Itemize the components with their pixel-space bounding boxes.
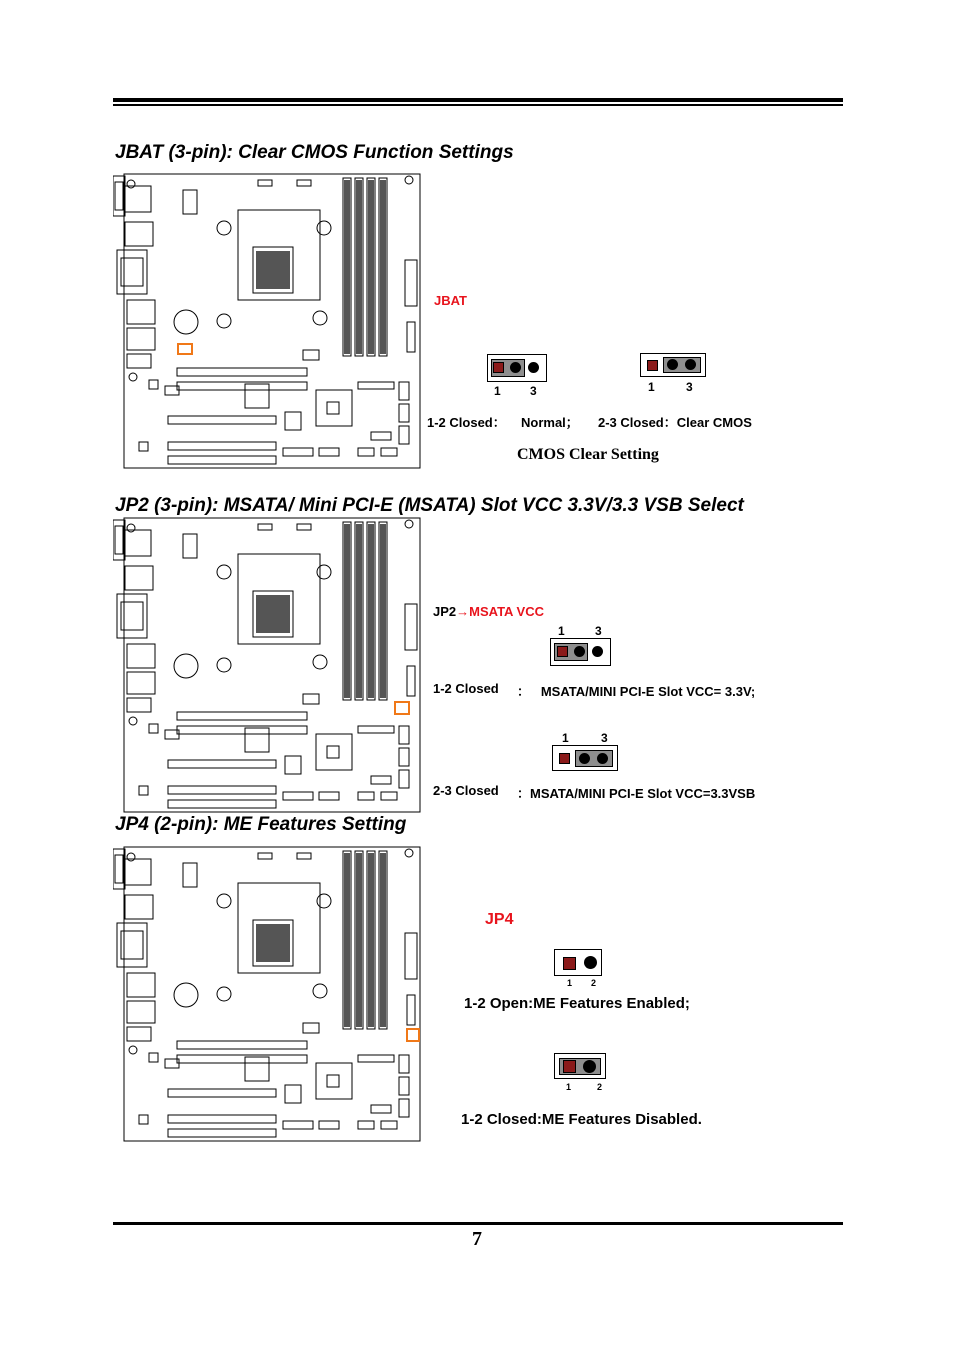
- jp4-setting2: 1-2 Closed:ME Features Disabled.: [461, 1111, 702, 1128]
- jp2-setting1-value: ： MSATA/MINI PCI-E Slot VCC= 3.3V;: [517, 684, 756, 699]
- jbat-callout: JBAT: [434, 293, 467, 308]
- pin1-square: [563, 957, 576, 970]
- jbat-pin1-label: 1: [494, 384, 501, 398]
- jbat-setting1: 1-2 Closed：: [427, 415, 506, 430]
- jp2-setting2-value: ：MSATA/MINI PCI-E Slot VCC=3.3VSB: [517, 786, 756, 801]
- jbat-heading: JBAT (3-pin): Clear CMOS Function Settings: [115, 142, 514, 163]
- pin2-dot: [574, 646, 585, 657]
- jbat-jumper-normal: [487, 354, 547, 382]
- pin2-dot: [510, 362, 521, 373]
- jp4-heading: JP4 (2-pin): ME Features Setting: [115, 814, 407, 835]
- pin3-dot: [597, 753, 608, 764]
- jbat-pin3b-label: 3: [686, 380, 693, 394]
- pin1-square: [493, 362, 504, 373]
- pin2-dot: [667, 359, 678, 370]
- jp2-pin3-label: 3: [595, 624, 602, 638]
- pin2-dot: [579, 753, 590, 764]
- jp2-pin1b-label: 1: [562, 731, 569, 745]
- jp4-pin2-label: 2: [591, 978, 597, 988]
- jp4-jumper-closed: [554, 1053, 606, 1079]
- jp2-setting1-label: 1-2 Closed: [433, 681, 499, 696]
- jp4-pin2b-label: 2: [597, 1082, 603, 1092]
- pin2-dot: [583, 1060, 596, 1073]
- jp2-callout-label: MSATA VCC: [469, 604, 545, 619]
- pin1-square: [563, 1060, 576, 1073]
- pin3-dot: [685, 359, 696, 370]
- jbat-caption: CMOS Clear Setting: [517, 446, 659, 463]
- jp4-callout: JP4: [485, 911, 514, 928]
- jbat-setting2: 2-3 Closed：Clear CMOS: [598, 415, 752, 430]
- jp2-callout-prefix: JP2: [433, 604, 457, 619]
- pin3-dot: [592, 646, 603, 657]
- motherboard-diagram-jp2: [113, 516, 423, 816]
- jp2-setting2-label: 2-3 Closed: [433, 783, 499, 798]
- page-number: 7: [472, 1228, 482, 1250]
- jbat-pin3-label: 3: [530, 384, 537, 398]
- jp2-jumper-3v3: [550, 638, 611, 666]
- jp4-pin1-label: 1: [567, 978, 573, 988]
- header-rule-thin: [113, 104, 843, 106]
- pin1-square: [557, 646, 568, 657]
- header-rule: [113, 98, 843, 102]
- jbat-pin1b-label: 1: [648, 380, 655, 394]
- pin1-square: [647, 360, 658, 371]
- jp4-setting1: 1-2 Open:ME Features Enabled;: [464, 995, 690, 1012]
- jp4-pin1b-label: 1: [566, 1082, 572, 1092]
- pin3-dot: [528, 362, 539, 373]
- jp2-heading: JP2 (3-pin): MSATA/ Mini PCI-E (MSATA) Slot VCC 3.3V/3.3 VSB Select: [115, 495, 744, 516]
- pin1-square: [559, 753, 570, 764]
- jp4-jumper-open: [554, 949, 602, 976]
- footer-rule: [113, 1222, 843, 1225]
- jp2-pin3b-label: 3: [601, 731, 608, 745]
- motherboard-diagram-jp4: [113, 845, 423, 1145]
- jp2-pin1-label: 1: [558, 624, 565, 638]
- motherboard-diagram-jbat: [113, 172, 423, 472]
- arrow-right-icon: →: [456, 604, 470, 619]
- jp2-jumper-3v3sb: [552, 745, 618, 771]
- jbat-setting1-value: Normal；: [521, 415, 579, 430]
- pin2-dot: [584, 956, 597, 969]
- jbat-jumper-clear: [640, 353, 706, 377]
- jp2-callout: [433, 604, 544, 619]
